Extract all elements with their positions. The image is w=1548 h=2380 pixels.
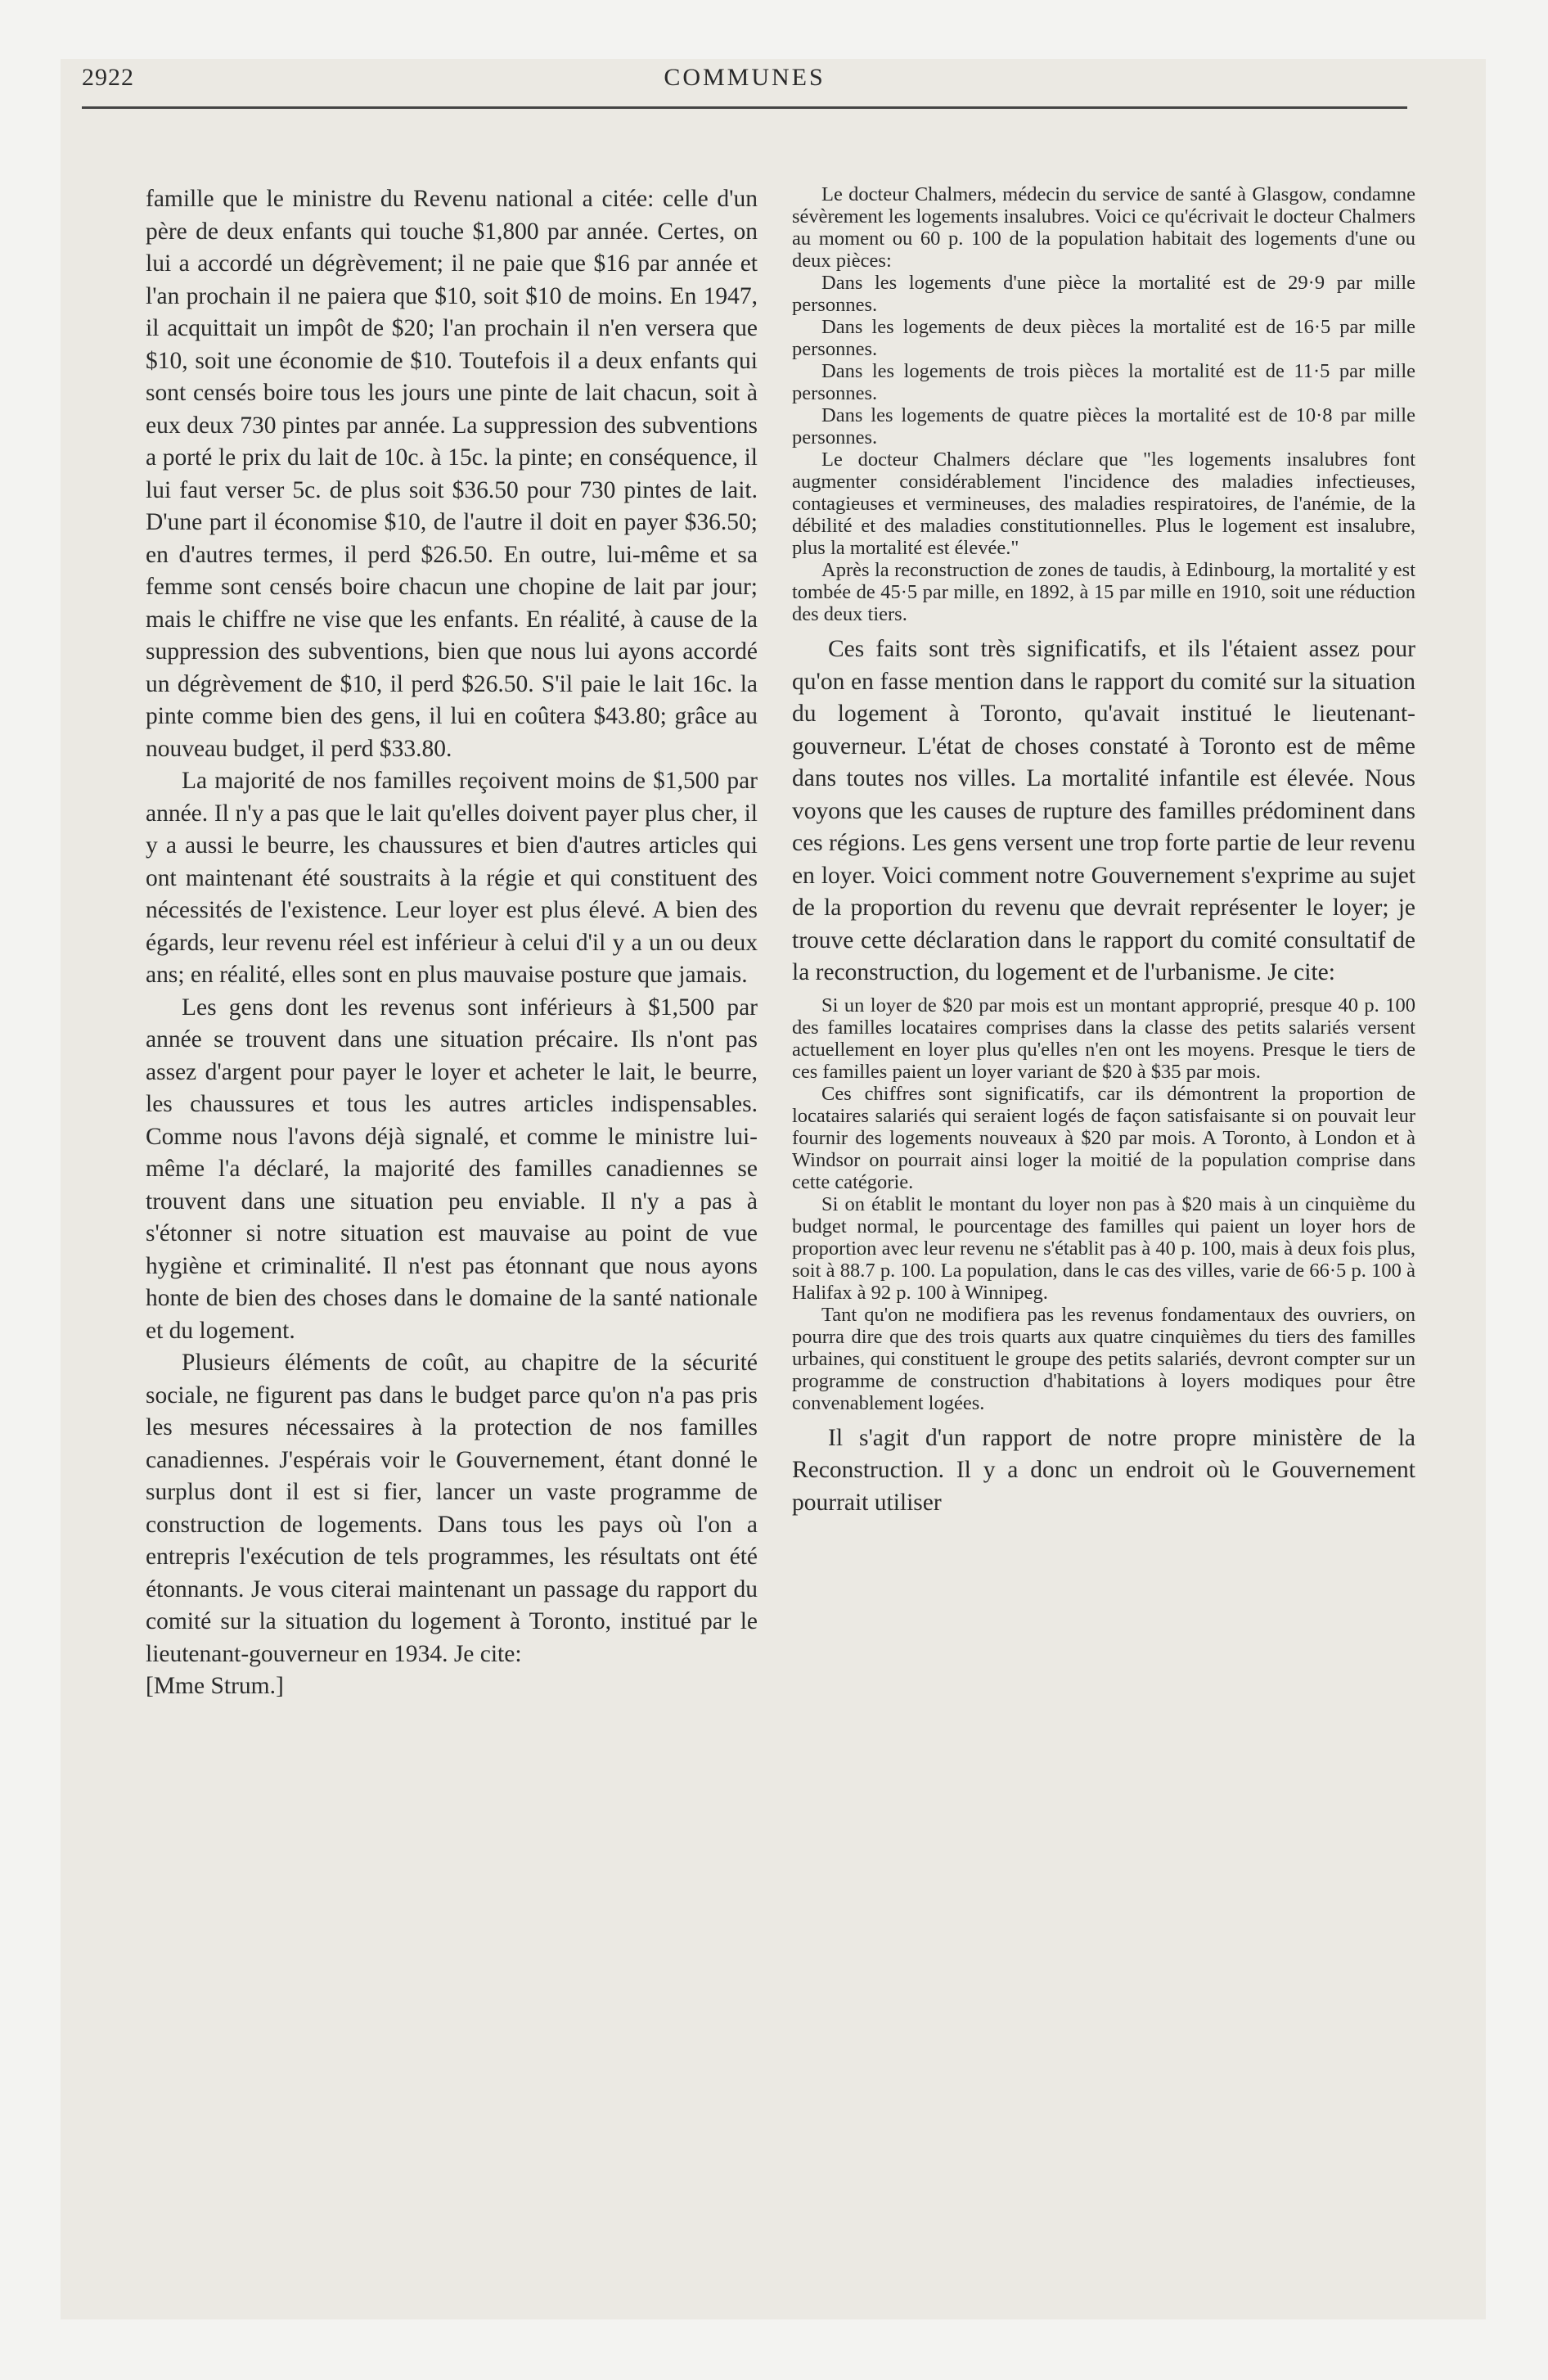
- page-number: 2922: [82, 64, 134, 91]
- running-head: [82, 64, 1407, 113]
- quote-paragraph: Dans les logements d'une pièce la mortalité est de 29·9 par mille personnes.: [792, 272, 1415, 316]
- section-title: COMMUNES: [664, 64, 826, 91]
- header-rule: [82, 106, 1407, 109]
- quotation-chalmers: [792, 183, 1415, 625]
- paragraph: Plusieurs éléments de coût, au chapitre de la sécurité sociale, ne figurent pas dans le budget parce qu'on n'a pas pris les mesures nécessaires à la protection de nos familles canadiennes. J'espérais voir le Gouvernement, étant donné le surplus dont il est si fier, lancer un vaste programme de construction de logements. Dans tous les pays où l'on a entrepris l'exécution de tels programmes, les résultats ont été étonnants. Je vous citerai maintenant un passage du rapport du comité sur la situation du logement à Toronto, institué par le lieutenant-gouverneur en 1934. Je cite:: [146, 1350, 758, 1667]
- quote-paragraph: Le docteur Chalmers déclare que "les logements insalubres font augmenter considérablement l'incidence des maladies infectieuses, contagieuses et vermineuses, des maladies respiratoires, de l'anémie, de la débilité et des maladies constitutionnelles. Plus le logement est insalubre, plus la mortalité est élevée.": [792, 449, 1415, 559]
- quote-paragraph: Si on établit le montant du loyer non pas à $20 mais à un cinquième du budget normal, le pourcentage des familles qui paient un loyer hors de proportion avec leur revenu ne s'établit pas à 40 p. 100, mais à deux fois plus, soit à 88.7 p. 100. La population, dans le cas des villes, varie de 66·5 p. 100 à Halifax à 92 p. 100 à Winnipeg.: [792, 1192, 1415, 1304]
- paragraph: famille que le ministre du Revenu national a citée: celle d'un père de deux enfants qui touche $1,800 par année. Certes, on lui a accordé un dégrèvement; il ne paie que $16 par année et l'an prochain il ne paiera que $10, soit $10 de moins. En 1947, il acquittait un impôt de $20; l'an prochain il n'en versera que $10, soit une économie de $10. Toutefois il a deux enfants qui sont censés boire tous les jours une pinte de lait chacun, soit à eux deux 730 pintes par année. La suppression des subventions a porté le prix du lait de 10c. à 15c. la pinte; en conséquence, il lui faut verser 5c. de plus soit $36.50 pour 730 pintes de lait. D'une part il économise $10, de l'autre il doit en payer $36.50; en d'autres termes, il perd $26.50. En outre, lui-même et sa femme sont censés boire chacun une chopine de lait par jour; mais le chiffre ne vise que les enfants. En réalité, à cause de la suppression des subventions, bien que nous lui ayons accordé un dégrèvement de $10, il perd $26.50. S'il paie le lait 16c. la pinte comme bien des gens, il lui en coûtera $43.80; grâce au nouveau budget, il perd $33.80.: [146, 186, 758, 762]
- speaker-attribution: [Mme Strum.]: [146, 1673, 284, 1699]
- right-column: [792, 183, 1415, 2279]
- quote-paragraph: Ces chiffres sont significatifs, car ils démontrent la proportion de locataires salariés qui seraient logés de façon satisfaisante si on pouvait leur fournir des logements nouveaux à $20 par mois. A Toronto, à London et à Windsor on pourrait ainsi loger la moitié de la population comprise dans cette catégorie.: [792, 1082, 1415, 1193]
- quote-paragraph: Dans les logements de quatre pièces la mortalité est de 10·8 par mille personnes.: [792, 404, 1415, 449]
- quote-paragraph: Dans les logements de trois pièces la mortalité est de 11·5 par mille personnes.: [792, 360, 1415, 404]
- paragraph: Il s'agit d'un rapport de notre propre ministère de la Reconstruction. Il y a donc un endroit où le Gouvernement pourrait utiliser: [792, 1424, 1415, 1516]
- quote-paragraph: Si un loyer de $20 par mois est un montant approprié, presque 40 p. 100 des familles locataires comprises dans la classe des petits salariés versent actuellement en loyer plus qu'elles n'en ont les moyens. Presque le tiers de ces familles paient un loyer variant de $20 à $35 par mois.: [792, 994, 1415, 1083]
- paragraph: Ces faits sont très significatifs, et ils l'étaient assez pour qu'on en fasse mention dans le rapport du comité sur la situation du logement à Toronto, qu'avait institué le lieutenant-gouverneur. L'état de choses constaté à Toronto est de même dans toutes nos villes. La mortalité infantile est élevée. Nous voyons que les causes de rupture des familles prédominent dans ces régions. Les gens versent une trop forte partie de leur revenu en loyer. Voici comment notre Gouvernement s'exprime au sujet de la proportion du revenu que devrait représenter le loyer; je trouve cette déclaration dans le rapport du comité consultatif de la reconstruction, du logement et de l'urbanisme. Je cite:: [792, 636, 1415, 985]
- paragraph: Les gens dont les revenus sont inférieurs à $1,500 par année se trouvent dans une situation précaire. Ils n'ont pas assez d'argent pour payer le loyer et acheter le lait, le beurre, les chaussures et tous les autres articles indispensables. Comme nous l'avons déjà signalé, et comme le ministre lui-même l'a déclaré, la majorité des familles canadiennes se trouvent dans une situation peu enviable. Il n'y a pas à s'étonner si notre situation est mauvaise au point de vue hygiène et criminalité. Il n'est pas étonnant que nous ayons honte de bien des choses dans le domaine de la santé nationale et du logement.: [146, 994, 758, 1344]
- quote-paragraph: Après la reconstruction de zones de taudis, à Edinbourg, la mortalité y est tombée de 45·5 par mille, en 1892, à 15 par mille en 1910, soit une réduction des deux tiers.: [792, 559, 1415, 625]
- paragraph: La majorité de nos familles reçoivent moins de $1,500 par année. Il n'y a pas que le lait qu'elles doivent payer plus cher, il y a aussi le beurre, les chaussures et bien d'autres articles qui ont maintenant été soustraits à la régie et qui constituent des nécessités de l'existence. Leur loyer est plus élevé. A bien des égards, leur revenu réel est inférieur à celui d'il y a un ou deux ans; en réalité, elles sont en plus mauvaise posture que jamais.: [146, 768, 758, 988]
- quote-paragraph: Dans les logements de deux pièces la mortalité est de 16·5 par mille personnes.: [792, 316, 1415, 360]
- left-column: [146, 183, 758, 2279]
- quote-paragraph: Tant qu'on ne modifiera pas les revenus fondamentaux des ouvriers, on pourra dire que des trois quarts aux quatre cinquièmes du tiers des familles urbaines, qui constituent le groupe des petits salariés, devront compter sur un programme de construction d'habitations à loyers modiques pour être convenablement logées.: [792, 1303, 1415, 1414]
- quote-paragraph: Le docteur Chalmers, médecin du service de santé à Glasgow, condamne sévèrement les logements insalubres. Voici ce qu'écrivait le docteur Chalmers au moment ou 60 p. 100 de la population habitait des logements d'une ou deux pièces:: [792, 183, 1415, 272]
- quotation-reconstruction-report: [792, 994, 1415, 1414]
